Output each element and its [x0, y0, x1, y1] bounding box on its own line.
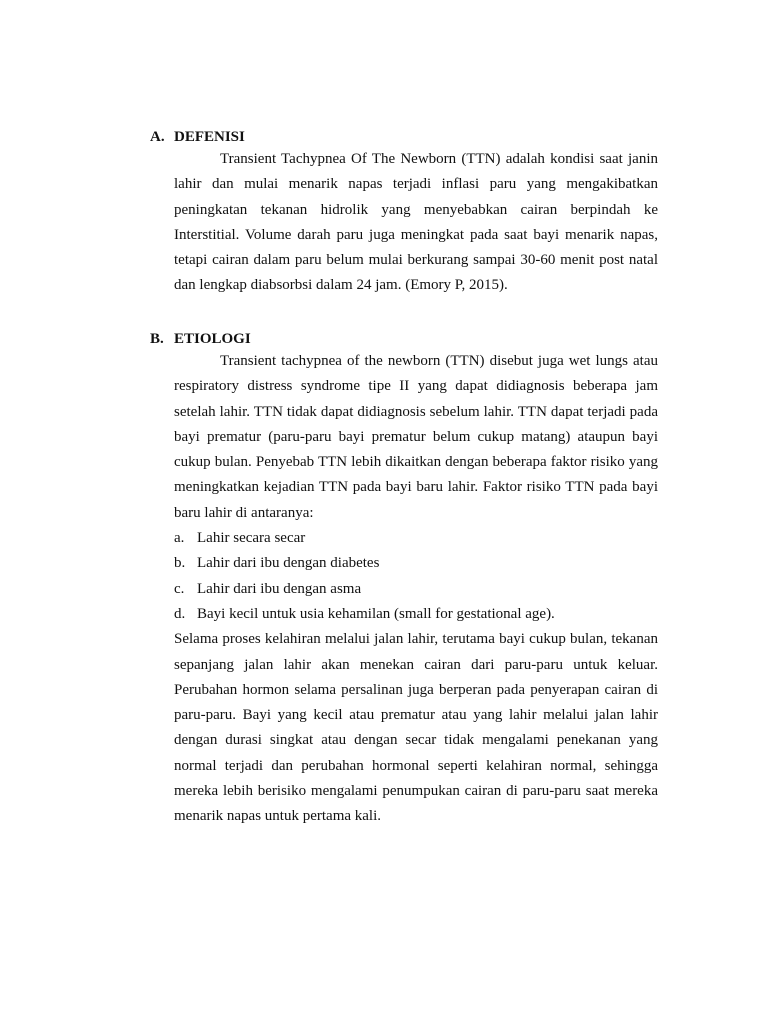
- section-title: ETIOLOGI: [174, 331, 251, 347]
- list-item-text: Lahir secara secar: [197, 530, 306, 547]
- defenisi-paragraph: Transient Tachypnea Of The Newborn (TTN) adalah kondisi saat janin lahir dan mulai menarik napas terjadi inflasi paru yang mengakibatkan peningkatan tekanan hidrolik yang menyebabkan cairan berpindah ke Interstitial. Volume darah paru juga meningkat pada saat bayi menarik napas, tetapi cairan dalam paru belum mulai berkurang sampai 30-60 menit post natal dan lengkap diabsorbsi dalam 24 jam. (Emory P, 2015).: [174, 151, 658, 294]
- section-letter: A.: [150, 129, 165, 145]
- list-item: [174, 577, 658, 602]
- risk-factor-list: [174, 526, 658, 627]
- list-item-text: Lahir dari ibu dengan diabetes: [197, 555, 380, 572]
- list-item: [174, 551, 658, 576]
- etiologi-paragraph-2: Selama proses kelahiran melalui jalan lahir, terutama bayi cukup bulan, tekanan sepanjang jalan lahir akan menekan cairan dari paru-paru untuk keluar. Perubahan hormon selama persalinan juga berperan pada penyerapan cairan di paru-paru. Bayi yang kecil atau prematur atau yang lahir melalui jalan lahir dengan durasi singkat atau dengan secar tidak mengalami penekanan yang normal terjadi dan perubahan hormonal seperti kelahiran normal, sehingga mereka lebih berisiko mengalami penumpukan cairan di paru-paru saat mereka menarik napas untuk pertama kali.: [174, 631, 658, 825]
- section-etiologi: [150, 329, 658, 830]
- section-heading: [150, 127, 658, 147]
- list-item-text: Lahir dari ibu dengan asma: [197, 580, 362, 597]
- list-item: [174, 602, 658, 627]
- list-marker: c.: [174, 580, 185, 597]
- section-letter: B.: [150, 331, 164, 347]
- list-marker: b.: [174, 555, 186, 572]
- list-item: [174, 526, 658, 551]
- list-marker: a.: [174, 530, 185, 547]
- etiologi-paragraph-1: Transient tachypnea of the newborn (TTN) disebut juga wet lungs atau respiratory distress syndrome tipe II yang dapat didiagnosis beberapa jam setelah lahir. TTN tidak dapat didiagnosis sebelum lahir. TTN dapat terjadi pada bayi prematur (paru-paru bayi prematur belum cukup matang) ataupun bayi cukup bulan. Penyebab TTN lebih dikaitkan dengan beberapa faktor risiko yang meningkatkan kejadian TTN pada bayi baru lahir. Faktor risiko TTN pada bayi baru lahir di antaranya:: [174, 353, 658, 521]
- section-title: DEFENISI: [174, 129, 245, 145]
- list-marker: d.: [174, 605, 186, 622]
- list-item-text: Bayi kecil untuk usia kehamilan (small for gestational age).: [197, 605, 555, 622]
- section-heading: [150, 329, 658, 349]
- section-defenisi: [150, 127, 658, 299]
